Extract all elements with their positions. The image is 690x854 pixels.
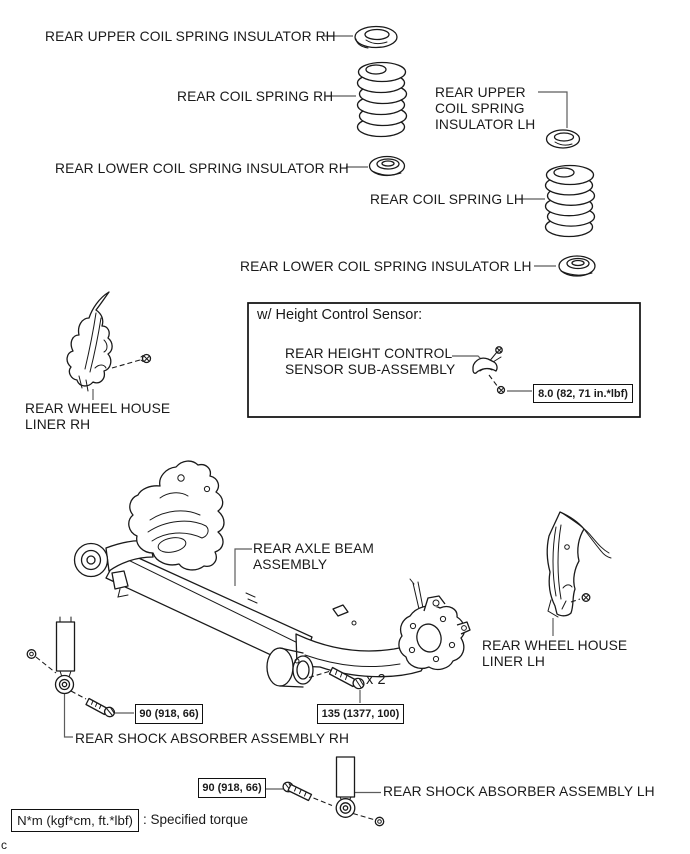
label-line: LINER RH: [25, 417, 91, 433]
liner-lh-screw-icon: [582, 594, 590, 602]
upper-insulator-lh-icon: [547, 130, 580, 148]
label-line: SENSOR SUB-ASSEMBLY: [285, 361, 456, 377]
label-shock-absorber-lh: REAR SHOCK ABSORBER ASSEMBLY LH: [383, 784, 655, 799]
wheel-house-liner-lh-icon: [547, 512, 611, 617]
label-line: COIL SPRING: [435, 101, 525, 117]
torque-box-shock-lh: 90 (918, 66): [198, 778, 266, 798]
label-coil-spring-lh: REAR COIL SPRING LH: [370, 192, 524, 207]
label-line: REAR WHEEL HOUSE: [25, 401, 171, 416]
torque-box-shock-rh: 90 (918, 66): [135, 704, 203, 724]
height-sensor-icon: [473, 347, 502, 373]
label-upper-insulator-rh: REAR UPPER COIL SPRING INSULATOR RH: [45, 29, 336, 44]
torque-unit-legend-box: N*m (kgf*cm, ft.*lbf): [11, 809, 139, 832]
label-line: INSULATOR LH: [435, 117, 536, 133]
footer-mark: c: [1, 838, 7, 852]
liner-rh-screw-icon: [141, 355, 151, 363]
label-axle-beam: [253, 541, 374, 573]
lower-insulator-lh-icon: [559, 256, 595, 276]
shock-lh-bolt-icon: [281, 781, 311, 801]
wheel-house-liner-rh-icon: [67, 292, 150, 391]
shock-rh-bolt-icon: [86, 699, 116, 719]
label-coil-spring-rh: REAR COIL SPRING RH: [177, 89, 334, 104]
axle-beam-icon: [75, 461, 471, 687]
shock-absorber-lh-icon: [281, 757, 383, 826]
upper-insulator-rh-icon: [355, 27, 397, 49]
shock-absorber-rh-icon: [27, 617, 116, 718]
label-lower-insulator-lh: REAR LOWER COIL SPRING INSULATOR LH: [240, 259, 532, 274]
label-lower-insulator-rh: REAR LOWER COIL SPRING INSULATOR RH: [55, 161, 349, 176]
torque-box-beam-bolt: 135 (1377, 100): [317, 704, 404, 724]
torque-box-sensor-bolt: 8.0 (82, 71 in.*lbf): [533, 384, 633, 403]
bolt-quantity: x 2: [366, 672, 386, 688]
coil-spring-rh-icon: [358, 63, 407, 137]
sensor-screw-icon: [498, 387, 505, 394]
height-sensor-box-title: w/ Height Control Sensor:: [257, 307, 423, 323]
label-line: REAR WHEEL HOUSE: [482, 638, 628, 653]
label-wheel-house-liner-rh: [25, 401, 170, 433]
label-line: REAR HEIGHT CONTROL: [285, 346, 453, 361]
label-height-sensor: [285, 346, 455, 378]
torque-legend-meaning: : Specified torque: [143, 812, 249, 827]
label-wheel-house-liner-lh: [482, 638, 627, 670]
coil-spring-lh-icon: [546, 166, 595, 237]
label-upper-insulator-lh: [435, 85, 535, 134]
lower-insulator-rh-icon: [370, 157, 405, 176]
label-line: ASSEMBLY: [253, 557, 328, 573]
label-line: REAR UPPER: [435, 85, 526, 100]
label-line: REAR AXLE BEAM: [253, 541, 375, 556]
label-shock-absorber-rh: REAR SHOCK ABSORBER ASSEMBLY RH: [75, 731, 350, 746]
label-line: LINER LH: [482, 654, 545, 670]
